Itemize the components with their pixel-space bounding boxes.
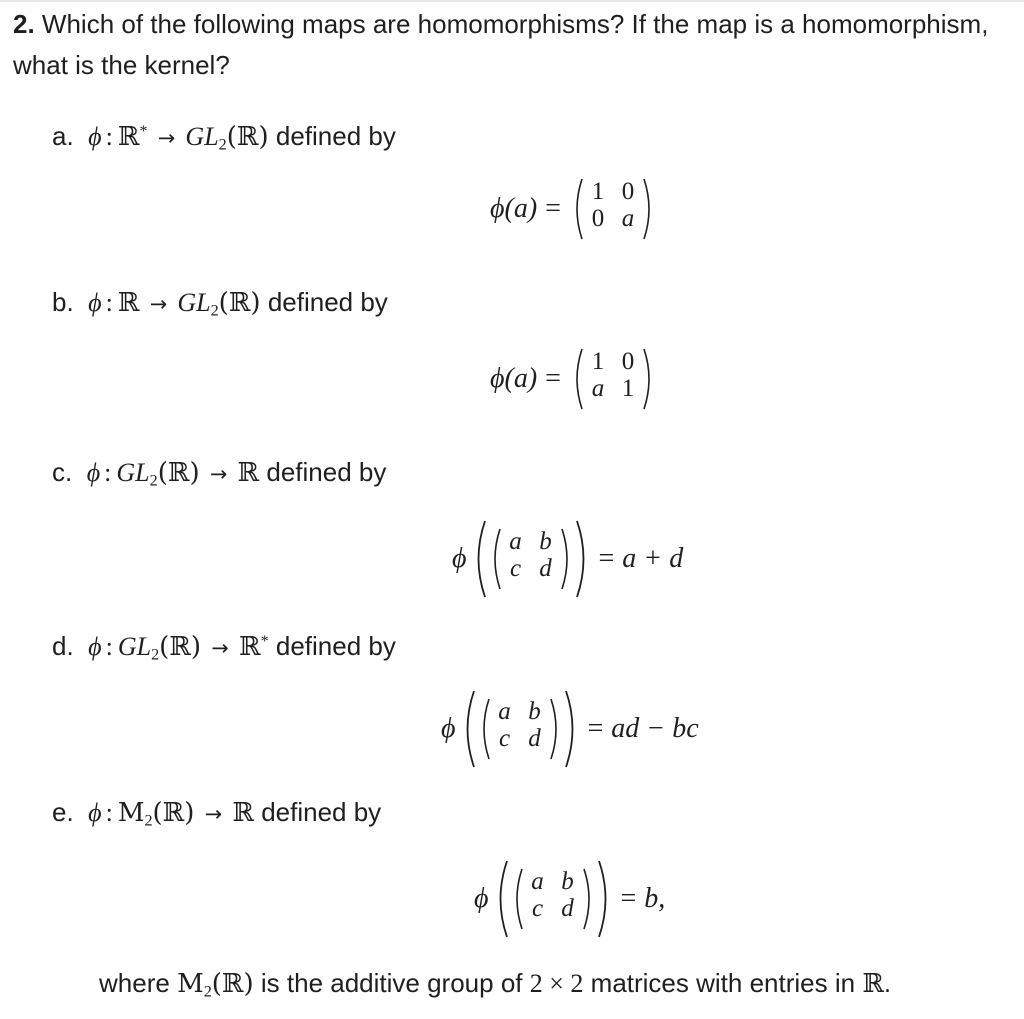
big-right-paren-icon: [597, 860, 613, 938]
question-number: 2.: [13, 9, 35, 39]
part-e-map-symbol: ϕ: [88, 798, 102, 827]
matrix-cell: c: [531, 894, 544, 922]
part-e-equation: [474, 860, 665, 938]
part-b-colon: :: [105, 288, 113, 317]
matrix-cell: 1: [591, 177, 605, 205]
part-b-codomain: GL: [177, 288, 211, 317]
part-d-defined-by: defined by: [275, 630, 396, 661]
part-e-defined-by: defined by: [261, 797, 382, 827]
part-b-domain: ℝ: [117, 288, 140, 318]
part-d-lhs: ϕ: [441, 713, 456, 744]
part-c-colon: :: [104, 458, 112, 487]
part-a-arrow: →: [157, 125, 176, 150]
part-d-equation: [441, 690, 699, 768]
left-paren-icon: [571, 348, 583, 410]
part-d-codomain-star: *: [260, 633, 269, 650]
matrix-cell: a: [509, 527, 522, 555]
top-divider: [0, 0, 1024, 2]
footer-period: .: [883, 968, 892, 998]
footer-m-symbol: M: [177, 969, 204, 999]
part-d-domain-arg: (ℝ): [159, 631, 202, 662]
part-a-colon: :: [105, 121, 113, 151]
part-b-map-symbol: ϕ: [88, 288, 102, 317]
part-a-codomain: GL: [185, 121, 219, 151]
part-b-codomain-arg: (ℝ): [218, 288, 261, 318]
footer-text-end: matrices with entries in: [590, 968, 856, 998]
part-b-equation: [490, 348, 657, 410]
part-c-equals: =: [598, 543, 615, 574]
right-paren-icon: [561, 528, 573, 590]
part-c-domain-sub: 2: [149, 472, 158, 490]
part-d-rhs: ad − bc: [611, 713, 699, 744]
left-paren-icon: [571, 178, 583, 240]
matrix-cell: a: [621, 204, 635, 232]
matrix-cell: d: [539, 554, 552, 582]
part-a-equals: =: [545, 193, 561, 224]
matrix-cell: 1: [591, 347, 605, 375]
part-d-codomain: ℝ: [238, 631, 261, 662]
footer-note: [99, 966, 891, 1010]
part-b-equals: =: [545, 363, 561, 394]
footer-dimension: 2 × 2: [529, 969, 584, 998]
part-d-map-symbol: ϕ: [88, 631, 102, 661]
part-d-equals: =: [587, 713, 604, 744]
left-paren-icon: [489, 528, 501, 590]
part-a-codomain-sub: 2: [218, 136, 227, 154]
footer-field: ℝ: [862, 969, 884, 999]
part-e-statement: [52, 796, 381, 838]
matrix-cell: b: [539, 527, 552, 555]
part-a-defined-by: defined by: [275, 120, 396, 151]
part-a-equation: [490, 178, 657, 240]
matrix-cell: c: [498, 724, 511, 752]
part-c-map-symbol: ϕ: [86, 458, 101, 487]
part-c-defined-by: defined by: [266, 457, 387, 487]
part-e-lhs: ϕ: [474, 883, 489, 914]
footer-m-arg: (ℝ): [211, 969, 254, 999]
part-a-domain-star: *: [139, 123, 148, 140]
part-b-statement: [52, 286, 388, 328]
part-c-rhs: a + d: [622, 543, 684, 574]
part-d-arrow: →: [211, 635, 229, 660]
part-b-codomain-sub: 2: [210, 302, 219, 320]
part-d-domain: GL: [117, 631, 152, 661]
part-d-domain-sub: 2: [151, 646, 160, 664]
part-b-matrix: [571, 348, 655, 410]
part-e-matrix: [511, 868, 595, 930]
part-e-domain-arg: (ℝ): [152, 798, 195, 828]
big-right-paren-icon: [575, 520, 591, 598]
part-b-label: b.: [52, 287, 74, 317]
right-paren-icon: [550, 698, 562, 760]
matrix-cell: d: [561, 894, 574, 922]
part-a-map-symbol: ϕ: [88, 121, 102, 151]
matrix-cell: b: [561, 867, 574, 895]
matrix-cell: 0: [621, 177, 635, 205]
part-e-rhs: b,: [644, 883, 666, 914]
big-right-paren-icon: [564, 690, 580, 768]
part-c-matrix: [489, 528, 573, 590]
right-paren-icon: [583, 868, 595, 930]
matrix-cell: a: [591, 374, 605, 402]
big-left-paren-icon: [493, 860, 509, 938]
matrix-cell: b: [528, 697, 541, 725]
part-e-codomain: ℝ: [232, 798, 254, 828]
left-paren-icon: [511, 868, 523, 930]
big-left-paren-icon: [460, 690, 476, 768]
part-a-domain: ℝ: [117, 121, 140, 152]
part-d-matrix: [478, 698, 562, 760]
footer-m-sub: 2: [203, 983, 212, 1001]
part-a-label: a.: [52, 120, 74, 151]
part-c-domain: GL: [116, 458, 150, 487]
matrix-cell: 0: [591, 204, 605, 232]
right-paren-icon: [643, 178, 655, 240]
part-a-codomain-arg: (ℝ): [226, 121, 269, 152]
part-c-label: c.: [52, 457, 73, 487]
part-c-lhs: ϕ: [452, 543, 467, 574]
part-c-domain-arg: (ℝ): [157, 458, 200, 488]
left-paren-icon: [478, 698, 490, 760]
part-c-arrow: →: [209, 462, 228, 486]
part-b-arrow: →: [149, 292, 168, 316]
part-e-domain: M: [117, 798, 145, 828]
footer-text-mid: is the additive group of: [260, 968, 523, 998]
part-b-lhs: ϕ(a): [490, 363, 538, 394]
part-e-colon: :: [105, 798, 113, 827]
question-prompt: [13, 4, 1003, 86]
matrix-cell: d: [528, 724, 541, 752]
part-c-codomain: ℝ: [237, 458, 260, 488]
part-a-statement: [52, 116, 396, 161]
question-text: Which of the following maps are homomorphisms? If the map is a homomorphism, what is the kernel?: [13, 9, 989, 80]
big-left-paren-icon: [471, 520, 487, 598]
part-e-equals: =: [620, 883, 637, 914]
part-d-colon: :: [105, 631, 113, 661]
part-c-statement: [52, 456, 386, 498]
part-d-statement: [52, 626, 396, 671]
matrix-cell: 0: [621, 347, 635, 375]
matrix-cell: a: [498, 697, 511, 725]
part-e-label: e.: [52, 797, 74, 827]
part-a-matrix: [571, 178, 655, 240]
part-d-label: d.: [52, 630, 74, 661]
matrix-cell: 1: [621, 374, 635, 402]
part-e-arrow: →: [204, 802, 223, 826]
part-a-lhs: ϕ(a): [490, 193, 538, 224]
matrix-cell: a: [531, 867, 544, 895]
matrix-cell: c: [509, 554, 522, 582]
footer-where: where: [99, 968, 170, 998]
part-b-defined-by: defined by: [267, 287, 388, 317]
part-e-domain-sub: 2: [144, 812, 153, 830]
right-paren-icon: [643, 348, 655, 410]
part-c-equation: [452, 520, 683, 598]
